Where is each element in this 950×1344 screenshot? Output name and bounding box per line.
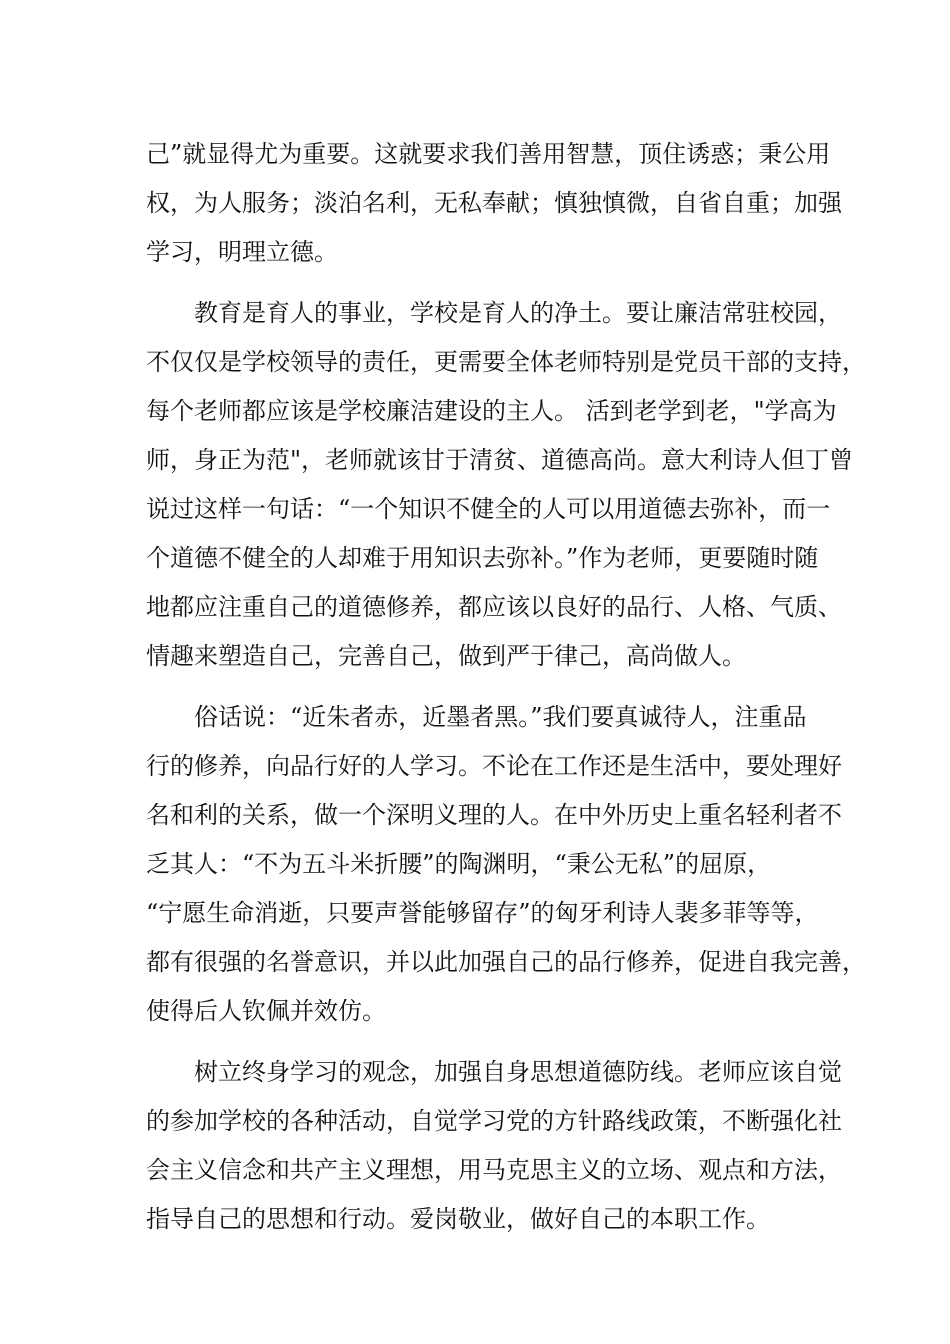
- document-body: [146, 130, 866, 1244]
- paragraph-spacing: [146, 681, 826, 693]
- text-line: “宁愿生命消逝，只要声誉能够留存”的匈牙利诗人裴多菲等等，: [146, 899, 819, 927]
- text-line: 指导自己的思想和行动。爱岗敬业，做好自己的本职工作。: [146, 1205, 770, 1233]
- text-line: 行的修养，向品行好的人学习。不论在工作还是生活中，要处理好: [146, 752, 842, 780]
- text-line: 每个老师都应该是学校廉洁建设的主人。 活到老学到老，"学高为: [146, 397, 837, 425]
- paragraph: [146, 130, 842, 277]
- text-line: 说过这样一句话：“一个知识不健全的人可以用道德去弥补，而一: [146, 495, 831, 523]
- text-line: 个道德不健全的人却难于用知识去弥补。”作为老师，更要随时随: [146, 544, 819, 572]
- text-line: 乏其人：“不为五斗米折腰”的陶渊明，“秉公无私”的屈原，: [146, 850, 772, 878]
- text-line: 权，为人服务；淡泊名利，无私奉献；慎独慎微，自省自重；加强: [146, 189, 842, 217]
- text-line: 使得后人钦佩并效仿。: [146, 997, 386, 1025]
- paragraph: [146, 693, 866, 1036]
- text-line: 树立终身学习的观念，加强自身思想道德防线。老师应该自觉: [194, 1058, 842, 1086]
- text-line: 的参加学校的各种活动，自觉学习党的方针路线政策，不断强化社: [146, 1107, 842, 1135]
- text-line: 学习，明理立德。: [146, 238, 338, 266]
- text-line: 不仅仅是学校领导的责任，更需要全体老师特别是党员干部的支持，: [146, 348, 866, 376]
- text-line: 情趣来塑造自己，完善自己，做到严于律己，高尚做人。: [146, 642, 746, 670]
- text-line: 会主义信念和共产主义理想，用马克思主义的立场、观点和方法，: [146, 1156, 842, 1184]
- text-line: 己”就显得尤为重要。这就要求我们善用智慧，顶住诱惑；秉公用: [146, 140, 831, 168]
- text-line: 名和利的关系，做一个深明义理的人。在中外历史上重名轻利者不: [146, 801, 842, 829]
- text-line: 教育是育人的事业，学校是育人的净土。要让廉洁常驻校园，: [194, 299, 842, 327]
- text-line: 师，身正为范"，老师就该甘于清贫、道德高尚。意大利诗人但丁曾: [146, 446, 854, 474]
- text-line: 都有很强的名誉意识，并以此加强自己的品行修养，促进自我完善，: [146, 948, 866, 976]
- text-line: 地都应注重自己的道德修养，都应该以良好的品行、人格、气质、: [146, 593, 842, 621]
- text-line: 俗话说：“近朱者赤，近墨者黑。”我们要真诚待人，注重品: [194, 703, 807, 731]
- paragraph-spacing: [146, 277, 826, 289]
- paragraph-spacing: [146, 1036, 826, 1048]
- paragraph: [146, 1048, 842, 1244]
- paragraph: [146, 289, 866, 681]
